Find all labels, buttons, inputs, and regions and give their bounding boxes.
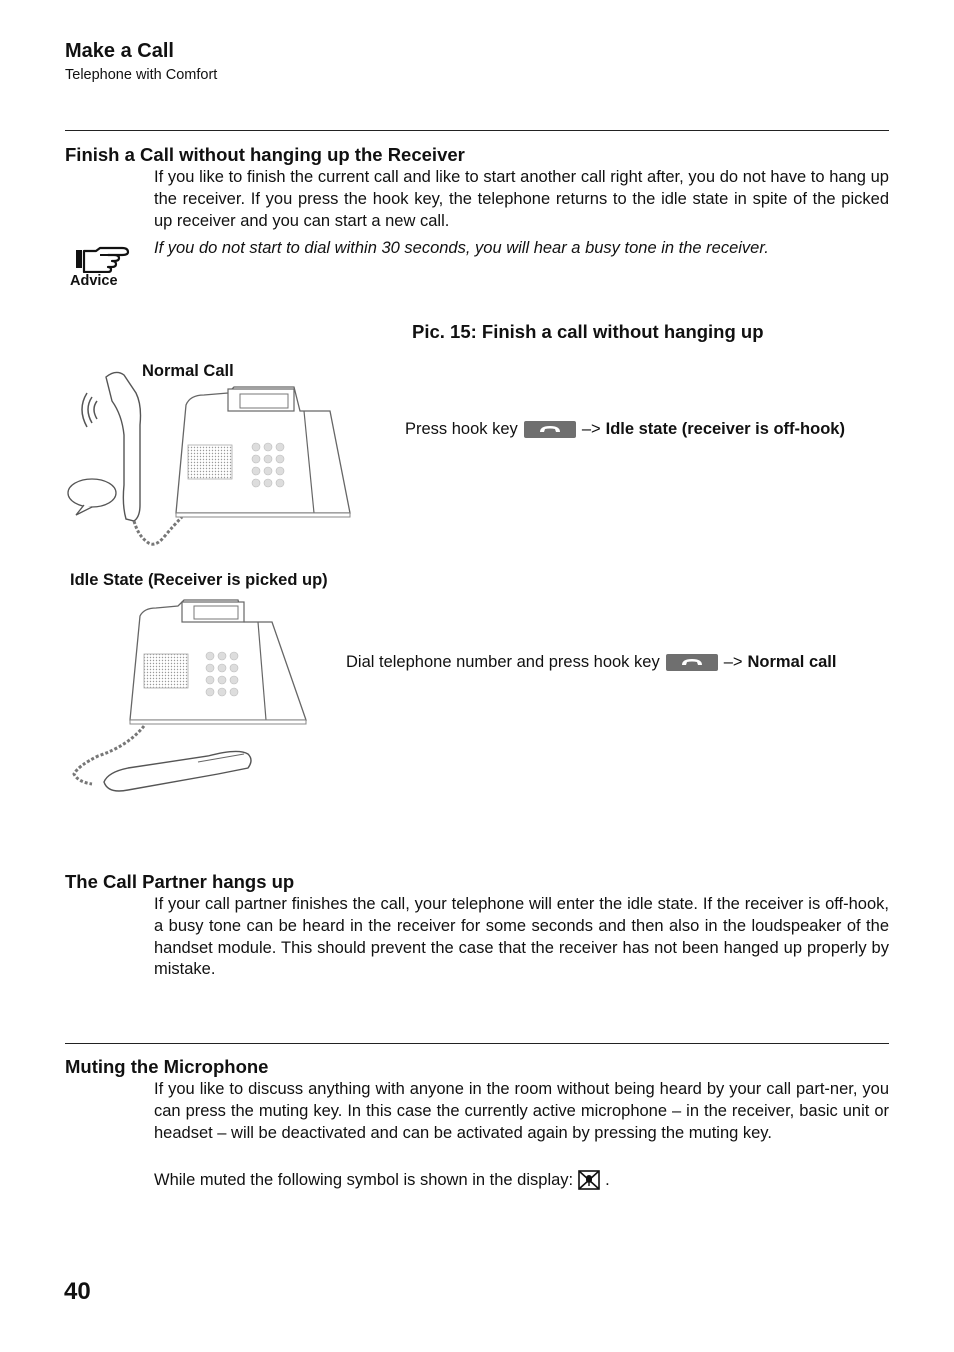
- section-body-partner-hangs-up: If your call partner finishes the call, your telephone will enter the idle state. If the receiver is off-hook, a busy tone can be heard in the receiver for some seconds and then also in the loudspeaker of the handset module. This should prevent the case that the receiver has not been hanged up properly by mistake.: [154, 895, 889, 979]
- figure-label-normal-call: Normal Call: [142, 362, 234, 380]
- muting-symbol-text: While muted the following symbol is shown in the display:: [154, 1170, 574, 1189]
- step1-result: Idle state (receiver is off-hook): [605, 420, 845, 438]
- section-body-finish-call: If you like to finish the current call and like to start another call right after, you do not have to hang up the receiver. If you press the hook key, the telephone returns to the idle state in spite of the picked up receiver and you can start a new call.: [154, 168, 889, 230]
- step1-prefix: Press hook key: [405, 420, 518, 438]
- page-number: 40: [64, 1278, 91, 1305]
- page-header-title: Make a Call: [65, 40, 174, 62]
- section-title-finish-call: Finish a Call without hanging up the Receiver: [65, 144, 465, 165]
- figure-caption: Pic. 15: Finish a call without hanging up: [412, 321, 764, 342]
- illustration-idle-state: [68, 596, 312, 801]
- muting-symbol-line: [154, 1169, 610, 1191]
- section-title-muting: Muting the Microphone: [65, 1056, 269, 1077]
- illustration-normal-call: [64, 365, 354, 560]
- section-divider: [65, 1043, 889, 1044]
- hook-key-icon: [524, 421, 576, 438]
- figure-step-idle: [405, 420, 845, 439]
- hook-key-icon: [666, 654, 718, 671]
- section-title-partner-hangs-up: The Call Partner hangs up: [65, 871, 295, 892]
- step2-result: Normal call: [747, 653, 837, 671]
- section-divider: [65, 130, 889, 131]
- figure-label-idle-state: Idle State (Receiver is picked up): [70, 571, 328, 589]
- muted-microphone-icon: [577, 1169, 601, 1191]
- page-header-subtitle: Telephone with Comfort: [65, 67, 218, 83]
- step2-arrow: –>: [723, 653, 743, 671]
- figure-step-normal: [346, 653, 836, 672]
- step1-arrow: –>: [581, 420, 601, 438]
- advice-label: Advice: [70, 273, 118, 289]
- muting-symbol-end: .: [605, 1170, 610, 1189]
- section-body-muting: If you like to discuss anything with anyone in the room without being heard by your call part-ner, you can press the muting key. In this case the currently active microphone – in the receiver, basic unit or headset – will be deactivated and can be activated again by pressing the muting key.: [154, 1080, 889, 1142]
- step2-prefix: Dial telephone number and press hook key: [346, 653, 660, 671]
- advice-text: If you do not start to dial within 30 seconds, you will hear a busy tone in the receiver.: [154, 239, 769, 257]
